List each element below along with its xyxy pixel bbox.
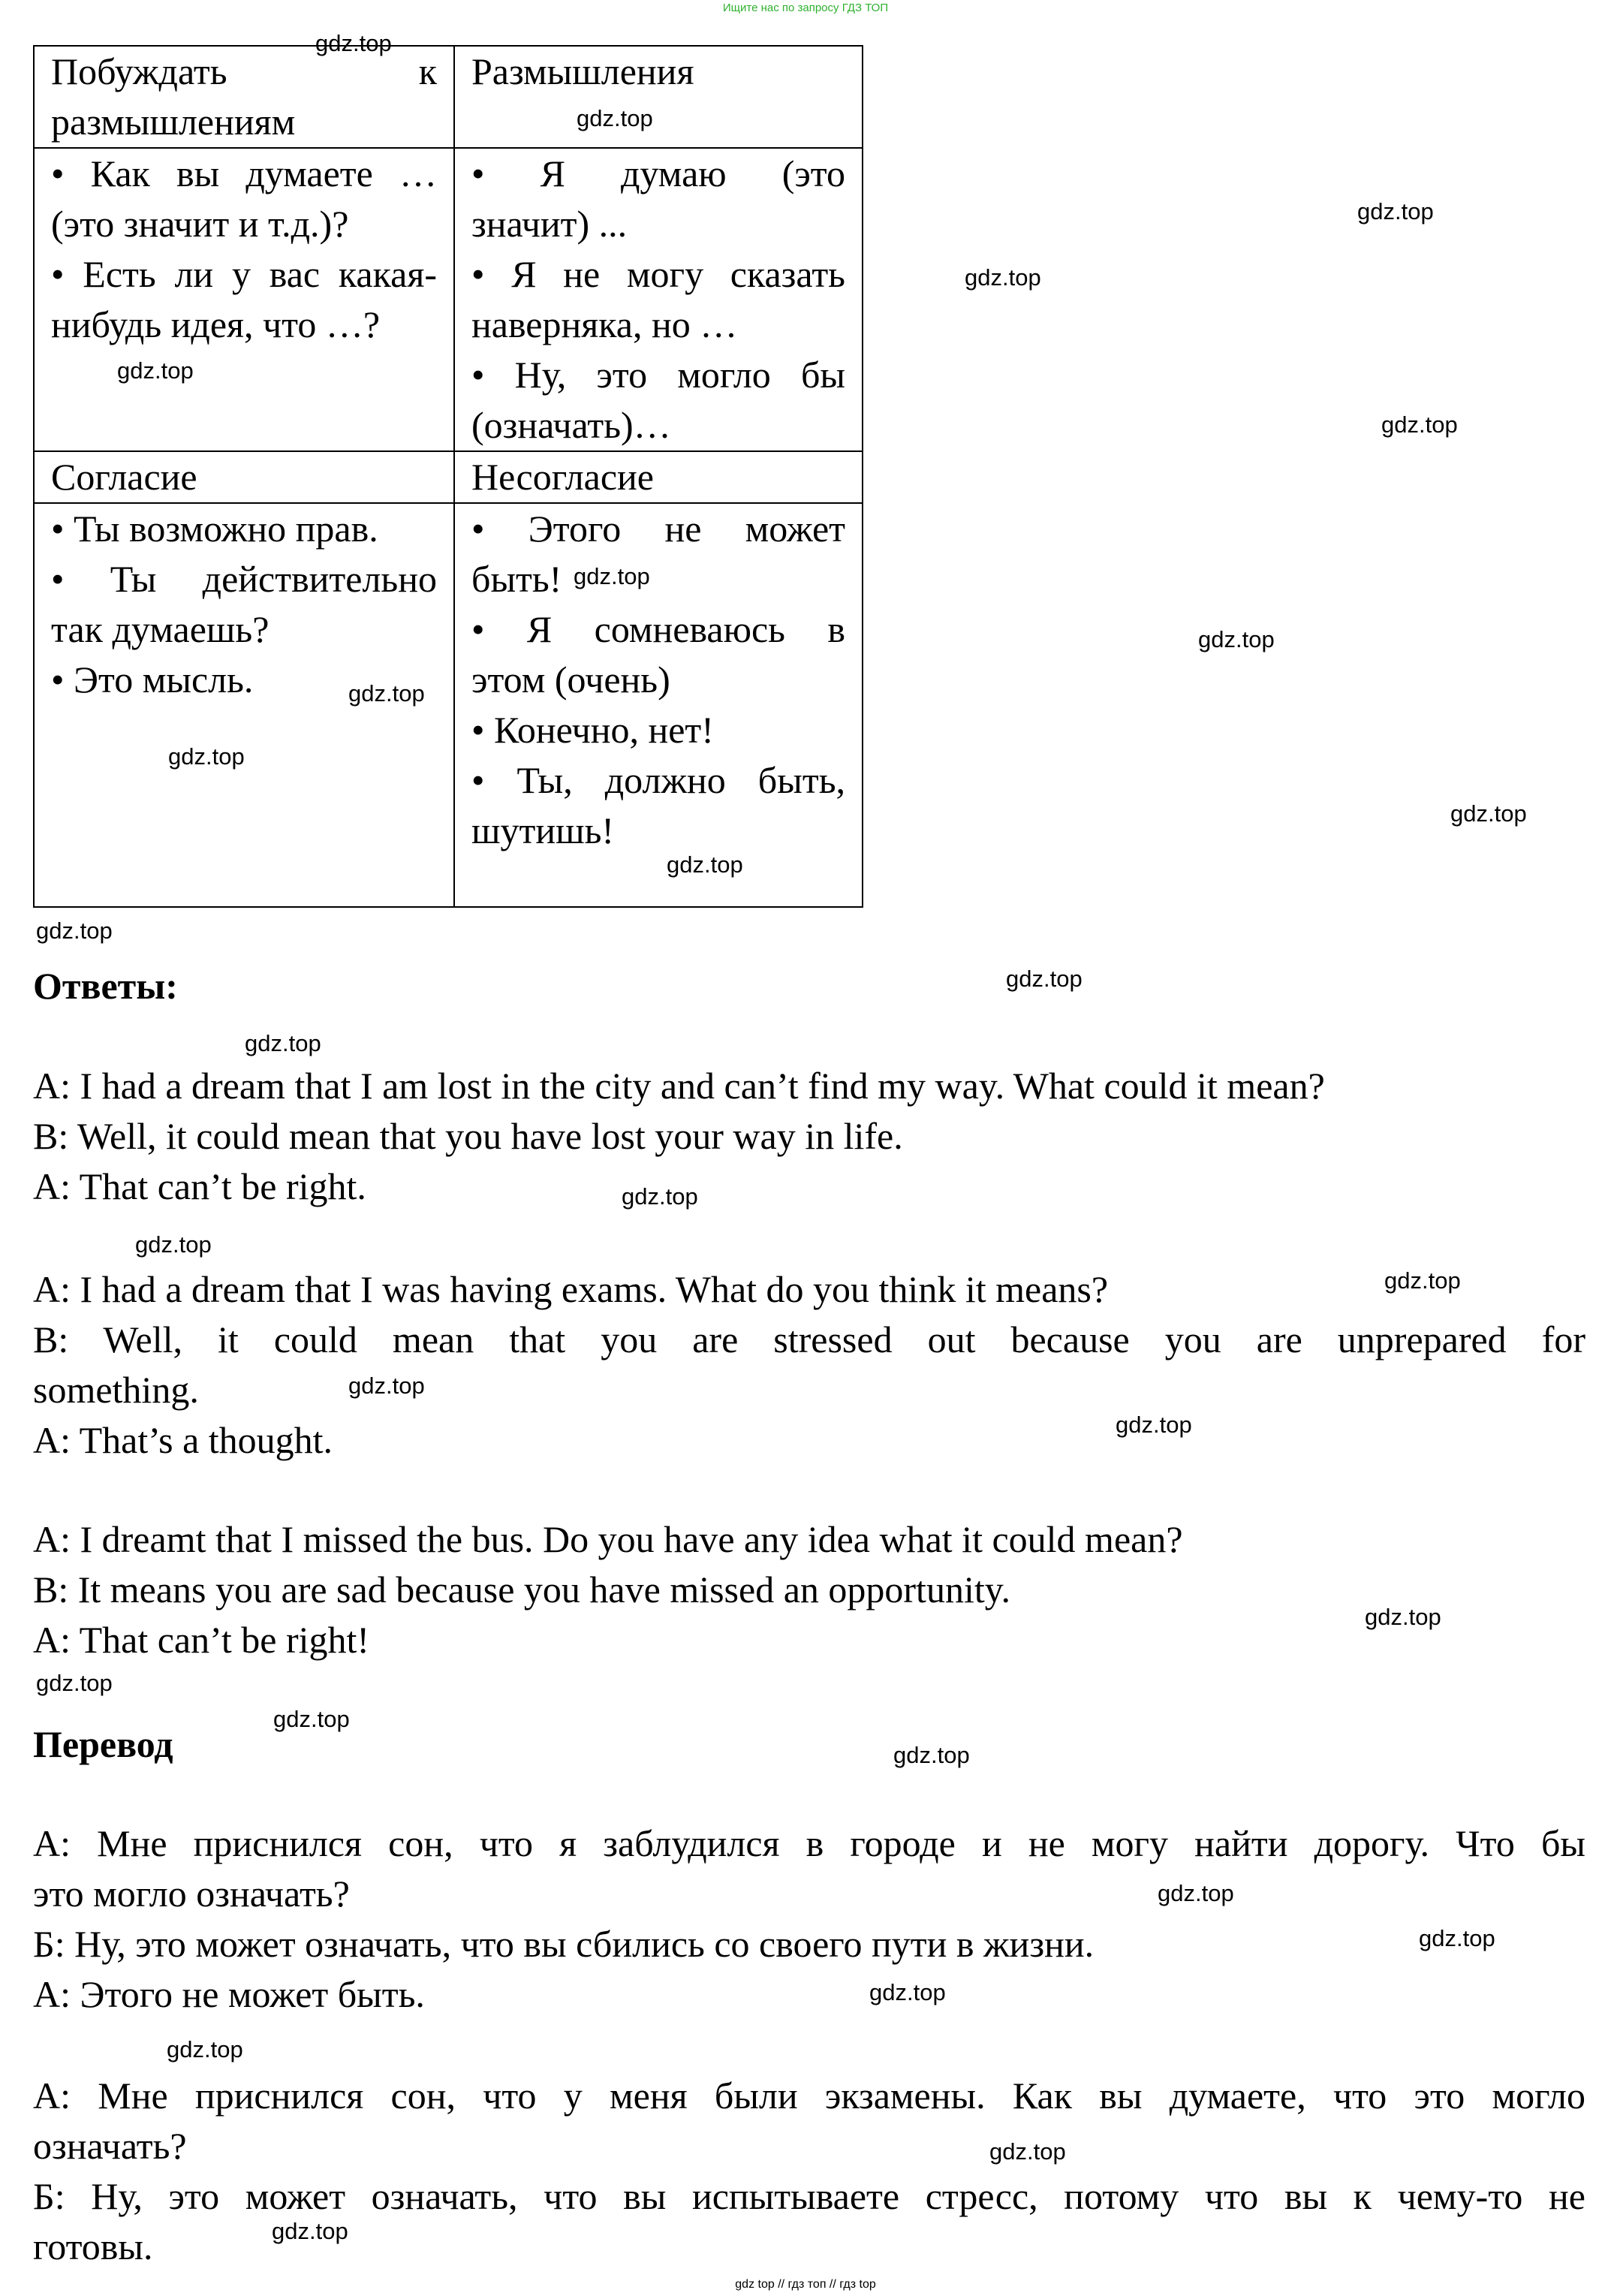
translation-line: Б: Ну, это может означать, что вы сбились со своего пути в жизни. xyxy=(33,1923,1095,1965)
phrase-line: • Ну, это могло бы xyxy=(471,354,845,396)
dialogue-line: B: Well, it could mean that you have lost your way in life. xyxy=(33,1115,903,1157)
phrase-line: • Этого не может xyxy=(471,508,845,550)
watermark: gdz.top xyxy=(1450,800,1527,827)
dialogue-2 xyxy=(33,1264,1585,1466)
dialogue-line: A: That can’t be right! xyxy=(33,1619,370,1661)
watermark: gdz.top xyxy=(893,1742,970,1768)
watermark: gdz.top xyxy=(245,1030,321,1056)
table-header-cell xyxy=(34,451,454,503)
translation-line: означать? xyxy=(33,2125,187,2167)
watermark: gdz.top xyxy=(135,1231,212,1258)
phrase-line: • Я сомневаюсь в xyxy=(471,608,845,650)
watermark: gdz.top xyxy=(36,917,113,944)
phrase-line: • Есть ли у вас какая- xyxy=(51,253,437,295)
table-cell xyxy=(34,148,454,451)
table-row xyxy=(34,503,863,907)
translation-line: готовы. xyxy=(33,2225,153,2267)
watermark: gdz.top xyxy=(273,1706,350,1732)
watermark: gdz.top xyxy=(1384,1267,1461,1294)
watermark: gdz.top xyxy=(348,680,425,707)
watermark: gdz.top xyxy=(1006,966,1083,992)
dialogue-1 xyxy=(33,1061,1585,1212)
translation-line: Б: Ну, это может означать, что вы испытываете стресс, потому что вы к чему-то не xyxy=(33,2175,1585,2217)
translation-heading: Перевод xyxy=(33,1723,173,1765)
site-footer: gdz top // гдз топ // гдз top xyxy=(735,2278,876,2291)
table-header-cell xyxy=(34,46,454,148)
watermark: gdz.top xyxy=(989,2138,1066,2165)
phrase-line: • Ты возможно прав. xyxy=(51,508,378,550)
watermark: gdz.top xyxy=(574,563,650,589)
table-header-line: размышлениям xyxy=(51,101,296,143)
phrase-line: быть! xyxy=(471,558,562,600)
watermark: gdz.top xyxy=(1198,626,1275,652)
table-header-line: Согласие xyxy=(51,456,197,498)
phrase-line: шутишь! xyxy=(471,809,615,851)
phrase-line: • Как вы думаете … xyxy=(51,152,437,194)
table-cell xyxy=(454,148,863,451)
table-header-cell xyxy=(454,46,863,148)
watermark: gdz.top xyxy=(1116,1412,1192,1438)
phrase-line: этом (очень) xyxy=(471,658,670,701)
phrase-line: наверняка, но … xyxy=(471,303,738,345)
watermark: gdz.top xyxy=(1381,411,1458,438)
phrase-line: • Это мысль. xyxy=(51,658,254,701)
watermark: gdz.top xyxy=(965,264,1041,291)
dialogue-line: something. xyxy=(33,1369,199,1411)
table-header-cell xyxy=(454,451,863,503)
translation-line: А: Мне приснился сон, что у меня были экзамены. Как вы думаете, что это могло xyxy=(33,2075,1585,2117)
dialogue-line: B: It means you are sad because you have missed an opportunity. xyxy=(33,1568,1010,1611)
watermark: gdz.top xyxy=(348,1372,425,1399)
phrase-line: • Ты действительно xyxy=(51,558,437,600)
dialogue-line: A: That’s a thought. xyxy=(33,1419,333,1461)
dialogue-line: A: I dreamt that I missed the bus. Do you have any idea what it could mean? xyxy=(33,1518,1183,1560)
table-header-line: Несогласие xyxy=(471,456,654,498)
translation-2 xyxy=(33,2071,1585,2272)
translation-line: это могло означать? xyxy=(33,1873,350,1915)
watermark: gdz.top xyxy=(315,30,392,56)
phrase-line: (означать)… xyxy=(471,404,671,446)
translation-line: А: Этого не может быть. xyxy=(33,1973,425,2015)
watermark: gdz.top xyxy=(36,1670,113,1696)
phrase-line: • Ты, должно быть, xyxy=(471,759,845,801)
translation-1 xyxy=(33,1818,1585,2020)
dialogue-line: A: That can’t be right. xyxy=(33,1165,366,1207)
phrase-line: значит) ... xyxy=(471,203,628,245)
watermark: gdz.top xyxy=(167,2036,243,2062)
watermark: gdz.top xyxy=(168,743,245,770)
table-row xyxy=(34,451,863,503)
phrase-line: так думаешь? xyxy=(51,608,270,650)
dialogue-line: A: I had a dream that I am lost in the city and can’t find my way. What could it mean? xyxy=(33,1065,1325,1107)
table-row xyxy=(34,46,863,148)
dialogue-3 xyxy=(33,1514,1585,1665)
header-word: Побуждать xyxy=(51,50,227,92)
phrase-line: (это значит и т.д.)? xyxy=(51,203,349,245)
watermark: gdz.top xyxy=(869,1979,946,2005)
table-cell xyxy=(454,503,863,907)
watermark: gdz.top xyxy=(1357,198,1434,224)
watermark: gdz.top xyxy=(1158,1880,1234,1906)
translation-line: А: Мне приснился сон, что я заблудился в городе и не могу найти дорогу. Что бы xyxy=(33,1822,1585,1864)
phrase-line: • Я не могу сказать xyxy=(471,253,845,295)
watermark: gdz.top xyxy=(667,851,743,878)
table-header-line: Размышления xyxy=(471,50,694,92)
watermark: gdz.top xyxy=(577,105,653,131)
dialogue-line: A: I had a dream that I was having exams. What do you think it means? xyxy=(33,1268,1109,1310)
site-banner: Ищите нас по запросу ГДЗ ТОП xyxy=(722,2,889,14)
watermark: gdz.top xyxy=(622,1183,698,1210)
phrase-line: • Я думаю (это xyxy=(471,152,845,194)
phrase-line: • Конечно, нет! xyxy=(471,709,714,751)
phrases-table xyxy=(33,45,863,908)
table-row xyxy=(34,148,863,451)
watermark: gdz.top xyxy=(117,357,194,384)
watermark: gdz.top xyxy=(1365,1604,1441,1630)
watermark: gdz.top xyxy=(1419,1925,1495,1951)
header-word: к xyxy=(418,50,437,92)
dialogue-line: B: Well, it could mean that you are stressed out because you are unprepared for xyxy=(33,1318,1585,1360)
phrase-line: нибудь идея, что …? xyxy=(51,303,381,345)
watermark: gdz.top xyxy=(272,2218,348,2244)
answers-heading: Ответы: xyxy=(33,965,178,1007)
